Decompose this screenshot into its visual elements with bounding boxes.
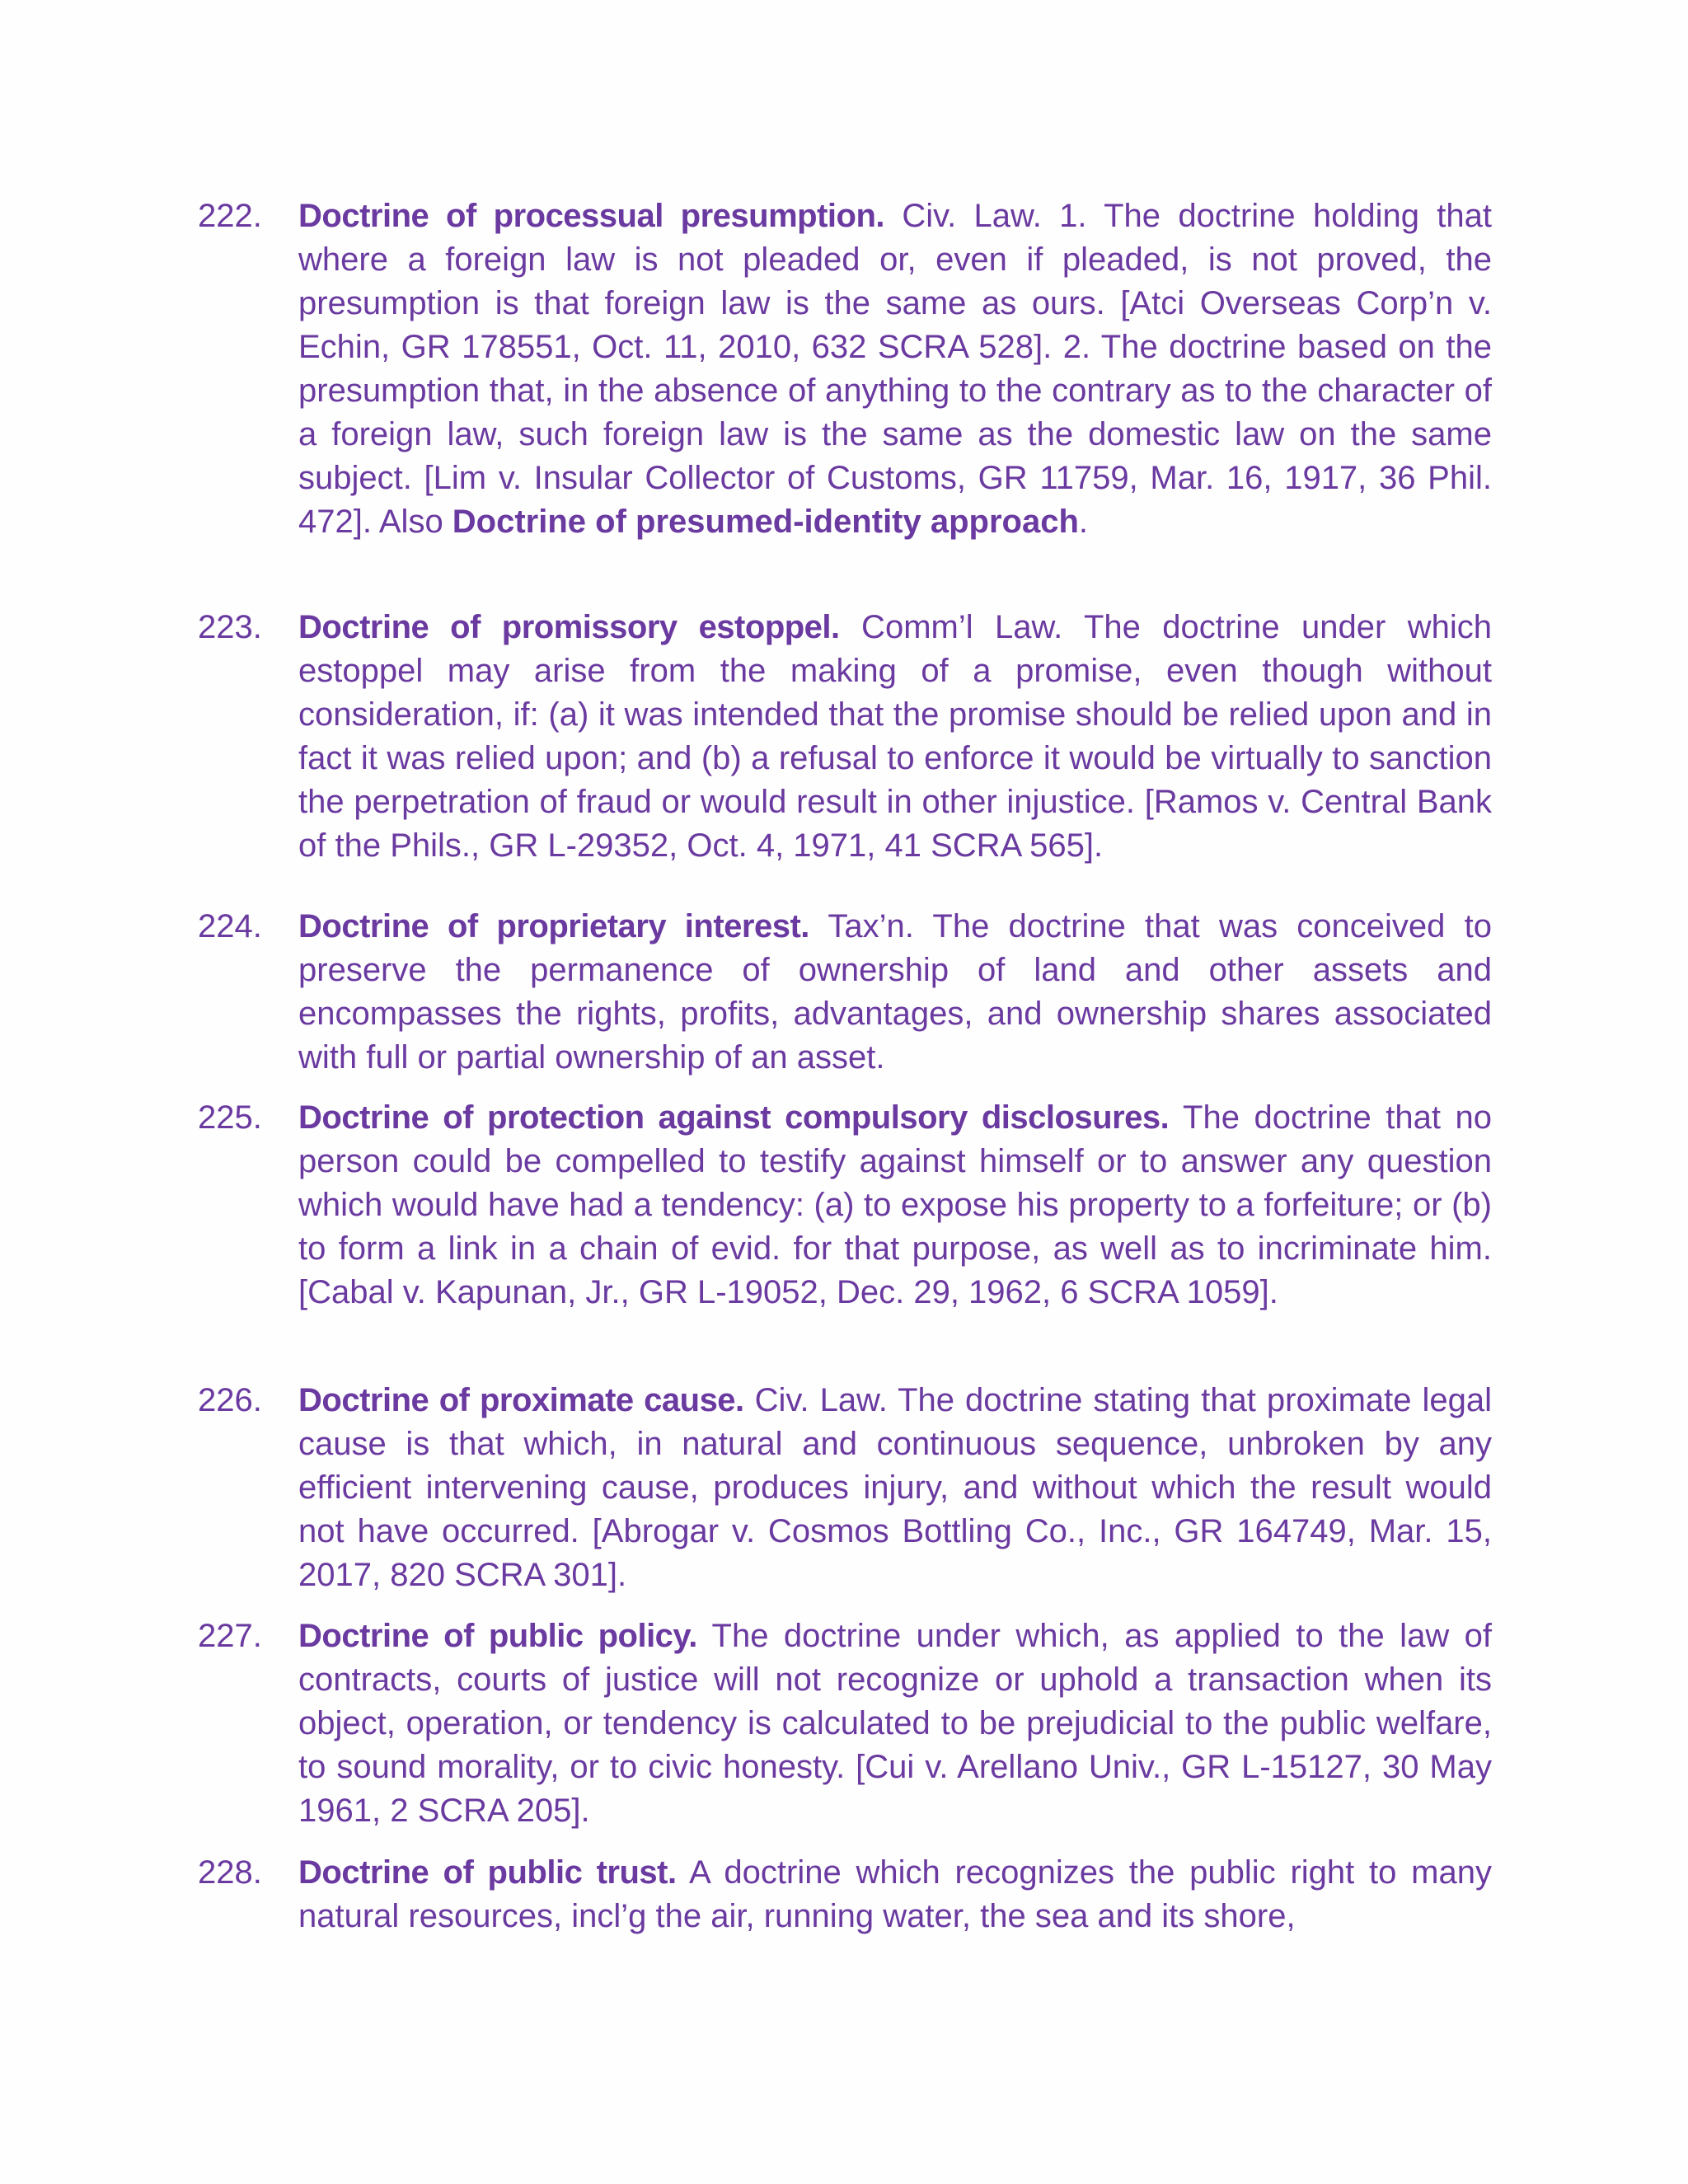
entry-222 [198,194,1492,589]
entry-term: Doctrine of promissory estoppel. [298,609,840,645]
entry-number: 228. [198,1854,262,1891]
entry-number: 226. [198,1382,262,1418]
entry-text: A doctrine which recognizes the public right to many natural resources, incl’g the air, running water, the sea and its shore, [298,1854,1492,1934]
entry-list [198,194,1492,1964]
entry-225 [198,1096,1492,1362]
entry-text: Comm’l Law. The doctrine under which estoppel may arise from the making of a promise, even though without consideration, if: (a) it was intended that the promise should be relied upon and in fact it was relied upon; and (b) a refusal to enforce it would be virtually to sanction the perpetration of fraud or would result in other injustice. [Ramos v. Central Bank of the Phils., GR L-29352, Oct. 4, 1971, 41 SCRA 565]. [298,609,1492,864]
entry-term: Doctrine of proprietary interest. [298,908,809,944]
entry-also-term: Doctrine of presumed-identity approach [452,504,1079,540]
entry-number: 222. [198,198,262,234]
entry-227 [198,1615,1492,1835]
entry-term: Doctrine of public trust. [298,1854,677,1891]
entry-224 [198,905,1492,1080]
entry-number: 223. [198,609,262,645]
entry-text: Civ. Law. The doctrine stating that proximate legal cause is that which, in natural and continuous sequence, unbroken by any efficient intervening cause, produces injury, and without which the result would not have occurred. [Abrogar v. Cosmos Bottling Co., Inc., GR 164749, Mar. 15, 2017, 820 SCRA 301]. [298,1382,1492,1593]
entry-term: Doctrine of proximate cause. [298,1382,744,1418]
entry-number: 227. [198,1618,262,1654]
entry-228 [198,1851,1492,1947]
entry-text: Civ. Law. 1. The doctrine holding that where a foreign law is not pleaded or, even if pleaded, is not proved, the presumption is that foreign law is the same as ours. [Atci Overseas Corp’n v. Echin, GR 178551, Oct. 11, 2010, 632 SCRA 528]. 2. The doctrine based on the presumption that, in the absence of anything to the contrary as to the character of a foreign law, such foreign law is the same as the domestic law on the same subject. [Lim v. Insular Collector of Customs, GR 11759, Mar. 16, 1917, 36 Phil. 472]. Also [298,198,1492,540]
entry-end: . [1078,504,1089,540]
entry-226 [198,1379,1492,1598]
entry-text: The doctrine that no person could be compelled to testify against himself or to answer any question which would have had a tendency: (a) to expose his property to a forfeiture; or (b) to form a link in a chain of evid. for that purpose, as well as to incriminate him. [Cabal v. Kapunan, Jr., GR L-19052, Dec. 29, 1962, 6 SCRA 1059]. [298,1099,1492,1310]
entry-text: Tax’n. The doctrine that was conceived to preserve the permanence of ownership of land and other assets and encompasses the rights, profits, advantages, and ownership shares associated with full or partial ownership of an asset. [298,908,1492,1076]
entry-term: Doctrine of protection against compulsory disclosures. [298,1099,1170,1136]
entry-term: Doctrine of public policy. [298,1618,697,1654]
entry-number: 224. [198,908,262,944]
entry-term: Doctrine of processual presumption. [298,198,884,234]
entry-223 [198,606,1492,888]
entry-number: 225. [198,1099,262,1136]
entry-text: The doctrine under which, as applied to the law of contracts, courts of justice will not recognize or uphold a transaction when its object, operation, or tendency is calculated to be prejudicial to the public welfare, to sound morality, or to civic honesty. [Cui v. Arellano Univ., GR L-15127, 30 May 1961, 2 SCRA 205]. [298,1618,1493,1829]
